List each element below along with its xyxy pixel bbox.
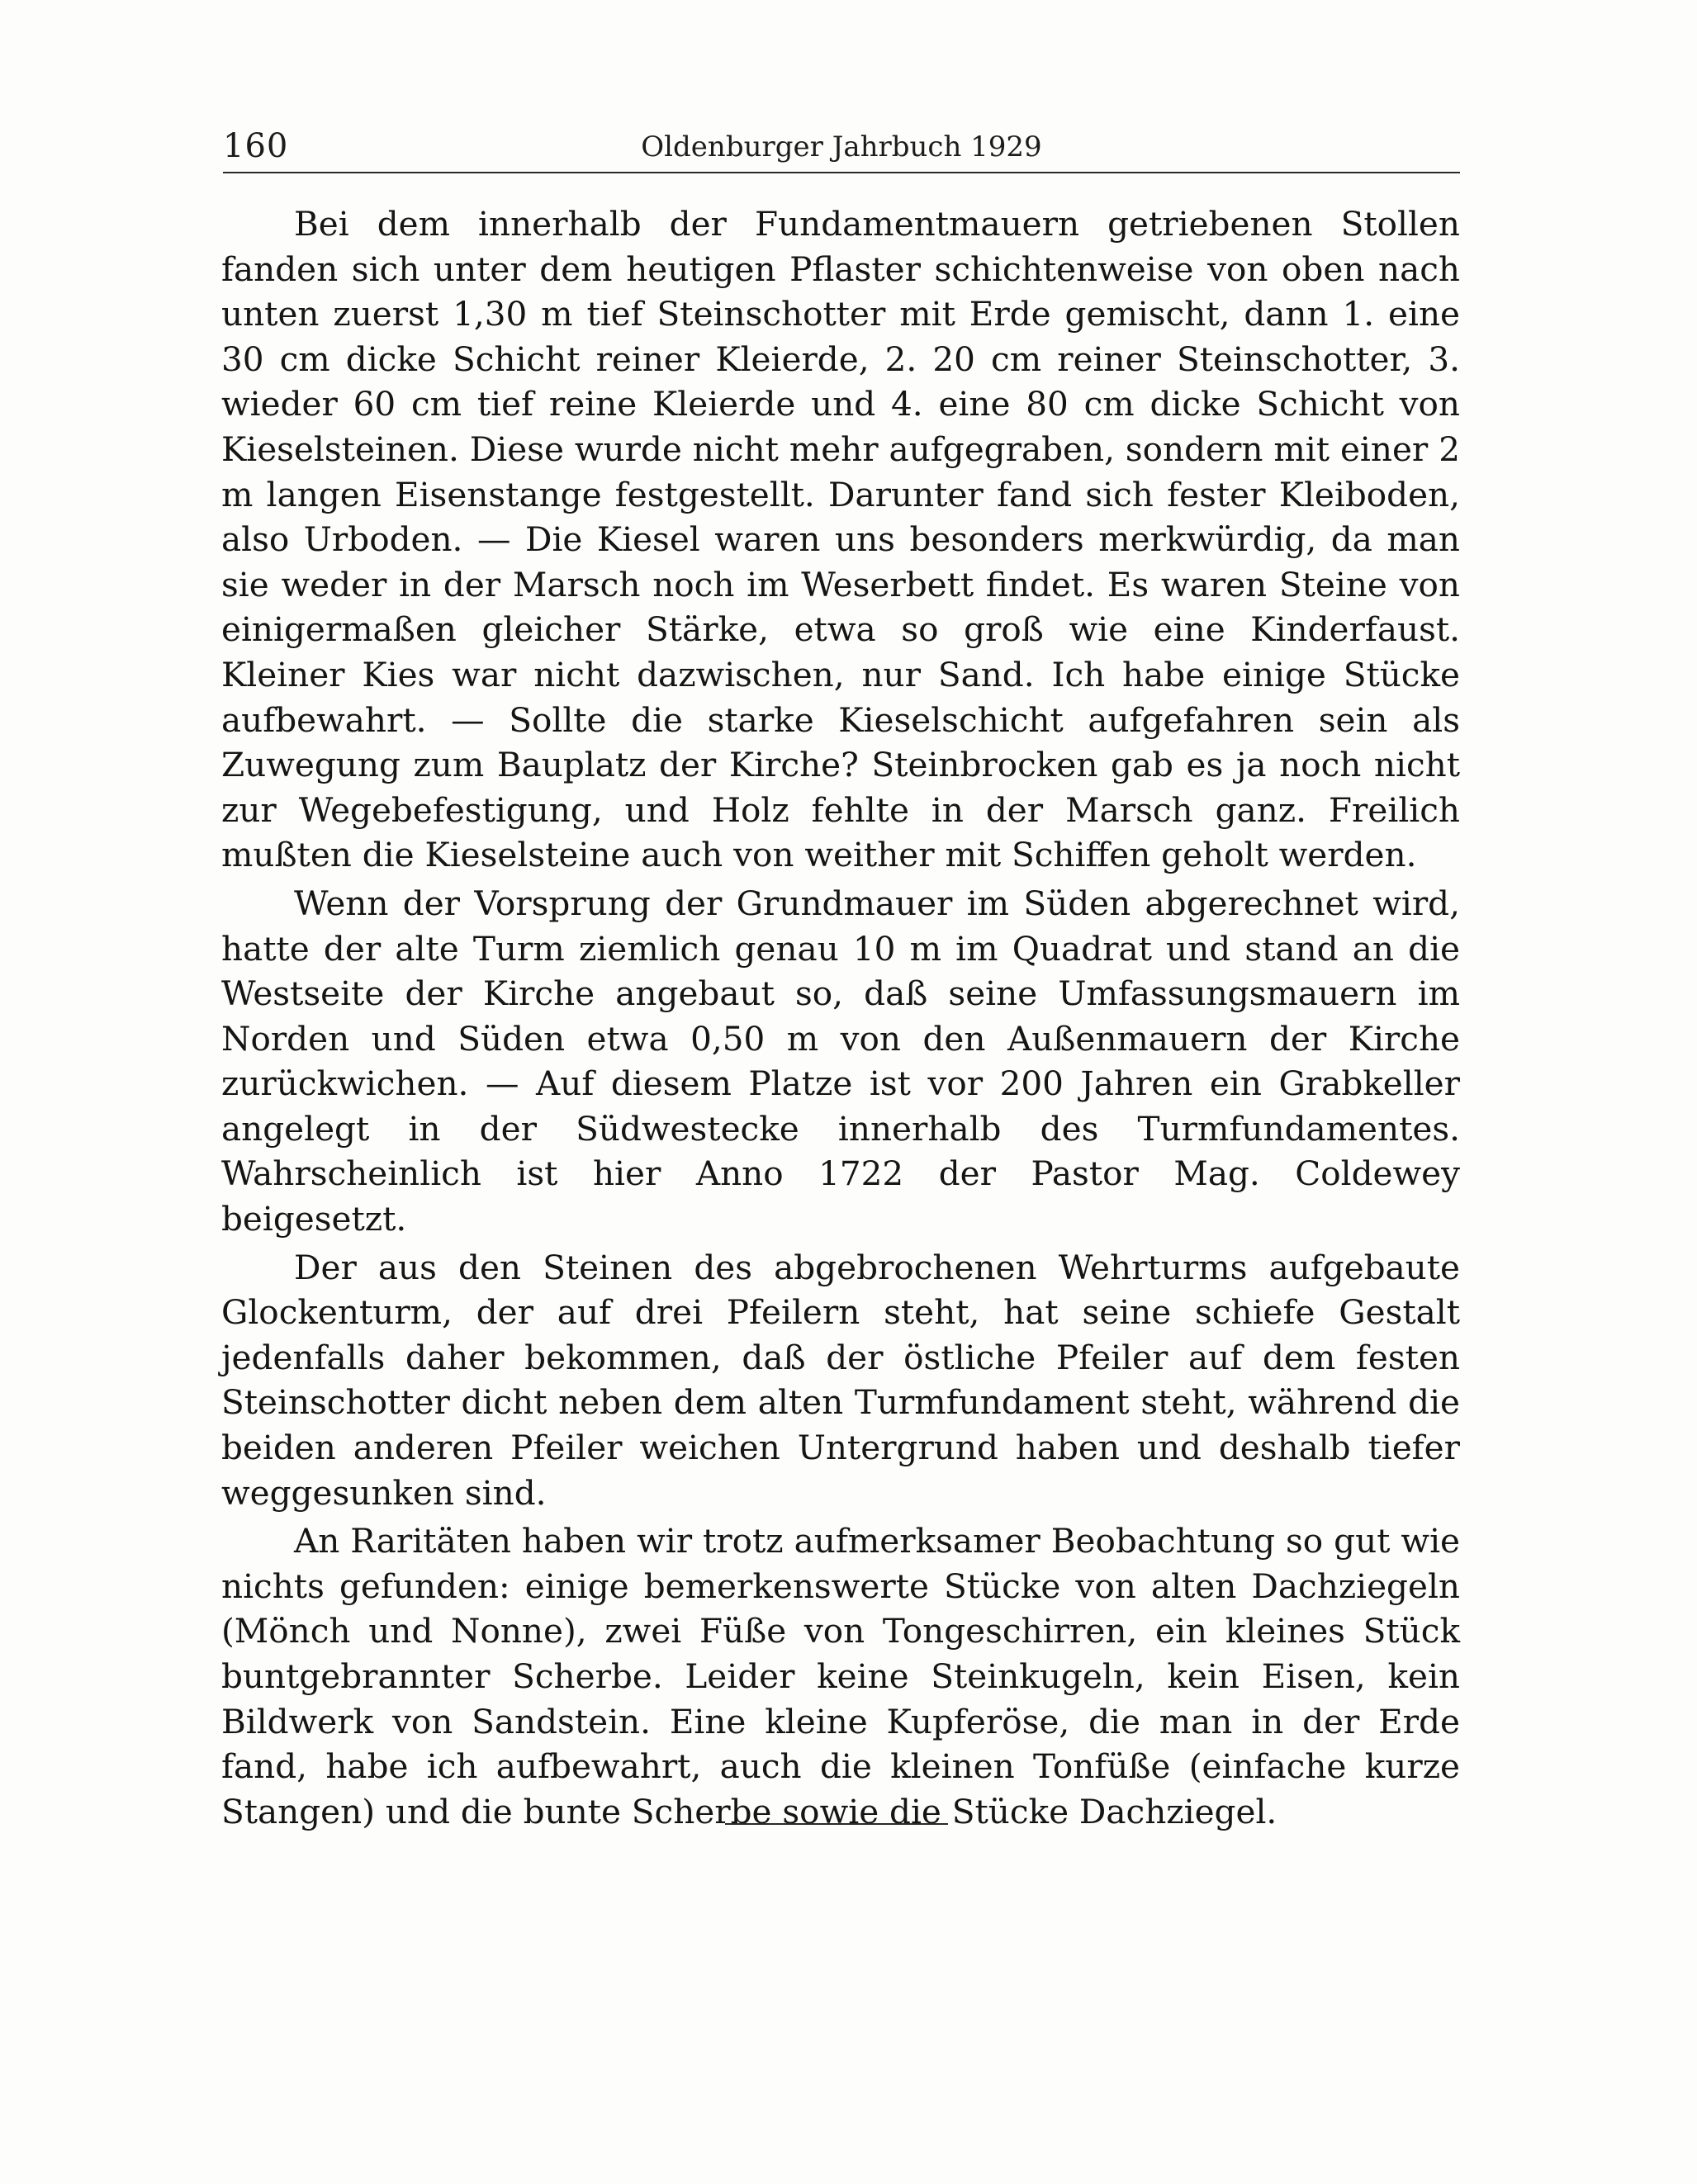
paragraph-rarities: An Raritäten haben wir trotz aufmerksamer Beobachtung so gut wie nichts gefunden: einige bemerkenswerte Stücke von alten Dachziegeln (Mönch und Nonne), zwei Füße von Tongeschirren, ein kleines Stück buntgebrannter Scherbe. Leider keine Steinkugeln, kein Eisen, kein Bildwerk von Sandstein. Eine kleine Kupferöse, die man in der Erde fand, habe ich aufbewahrt, auch die kleinen Tonfüße (einfache kurze Stangen) und die bunte Scherbe sowie die Stücke Dachziegel.: [221, 1521, 1460, 1831]
body-text: [221, 201, 1460, 1834]
paragraph-bell-tower: Der aus den Steinen des abgebrochenen Wehrturms aufgebaute Glockenturm, der auf drei Pfeilern steht, hat seine schiefe Gestalt jedenfalls daher bekommen, daß der östliche Pfeiler auf dem festen Steinschotter dicht neben dem alten Turmfundament steht, während die beiden anderen Pfeiler weichen Untergrund haben und deshalb tiefer weggesunken sind.: [221, 1247, 1460, 1513]
paragraph-old-tower: Wenn der Vorsprung der Grundmauer im Süden abgerechnet wird, hatte der alte Turm ziemlich genau 10 m im Quadrat und stand an die Westseite der Kirche angebaut so, daß seine Umfassungsmauern im Norden und Süden etwa 0,50 m von den Außenmauern der Kirche zurückwichen. — Auf diesem Platze ist vor 200 Jahren ein Grabkeller angelegt in der Südwestecke innerhalb des Turmfundamentes. Wahrscheinlich ist hier Anno 1722 der Pastor Mag. Coldewey beigesetzt.: [221, 883, 1460, 1239]
closing-divider: [725, 1823, 948, 1825]
page-number: 160: [223, 127, 289, 165]
paragraph-stollen-findings: Bei dem innerhalb der Fundamentmauern getriebenen Stollen fanden sich unter dem heutigen Pflaster schichtenweise von oben nach unten zuerst 1,30 m tief Steinschotter mit Erde gemischt, dann 1. eine 30 cm dicke Schicht reiner Kleierde, 2. 20 cm reiner Steinschotter, 3. wieder 60 cm tief reine Kleierde und 4. eine 80 cm dicke Schicht von Kieselsteinen. Diese wurde nicht mehr aufgegraben, sondern mit einer 2 m langen Eisenstange festgestellt. Darunter fand sich fester Kleiboden, also Urboden. — Die Kiesel waren uns besonders merkwürdig, da man sie weder in der Marsch noch im Weserbett findet. Es waren Steine von einigermaßen gleicher Stärke, etwa so groß wie eine Kinderfaust. Kleiner Kies war nicht dazwischen, nur Sand. Ich habe einige Stücke aufbewahrt. — Sollte die starke Kieselschicht aufgefahren sein als Zuwegung zum Bauplatz der Kirche? Steinbrocken gab es ja noch nicht zur Wegebefestigung, und Holz fehlte in der Marsch ganz. Freilich mußten die Kieselsteine auch von weither mit Schiffen geholt werden.: [221, 204, 1460, 875]
running-title: Oldenburger Jahrbuch 1929: [641, 130, 1042, 163]
running-header: [223, 126, 1460, 173]
